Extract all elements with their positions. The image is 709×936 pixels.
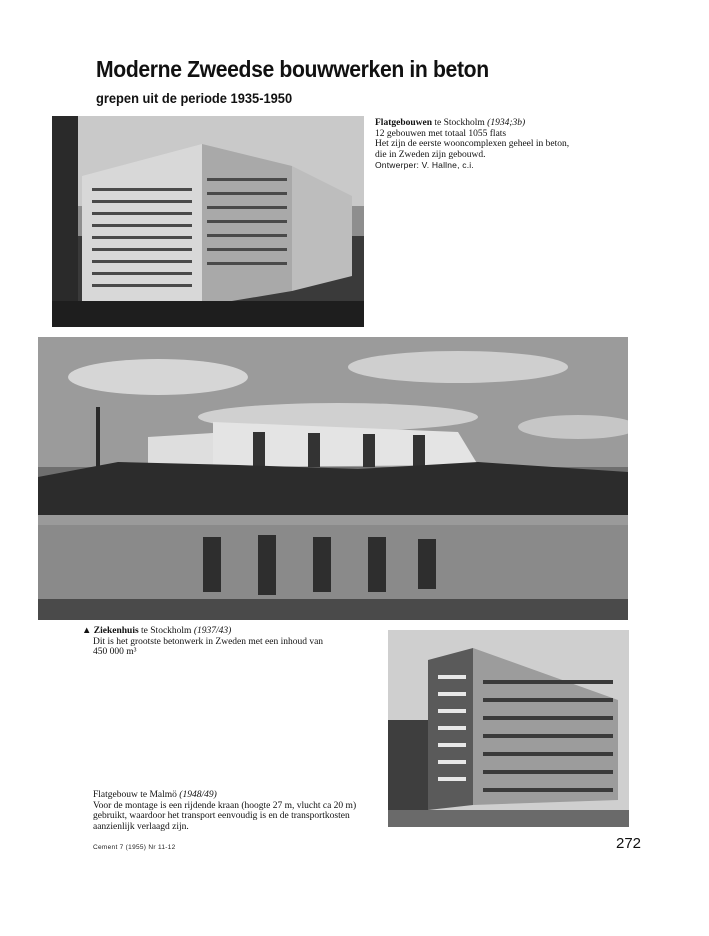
caption-malmo-year: (1948/49) bbox=[179, 790, 217, 800]
photo-ziekenhuis-stockholm bbox=[38, 337, 628, 620]
caption-flatgebouwen-line2: 12 gebouwen met totaal 1055 flats bbox=[375, 128, 507, 139]
caption-flatgebouwen-line4: die in Zweden zijn gebouwd. bbox=[375, 149, 486, 160]
caption-flatgebouwen-designer: Ontwerper: V. Hallne, c.i. bbox=[375, 160, 474, 170]
caption-flatgebouwen bbox=[375, 118, 615, 171]
caption-ziekenhuis-title: Ziekenhuis bbox=[93, 626, 139, 636]
caption-flatgebouwen-location: te Stockholm bbox=[432, 118, 488, 128]
page-number: 272 bbox=[616, 835, 642, 852]
caption-flatgebouwen-title: Flatgebouwen bbox=[375, 118, 432, 128]
caption-malmo-title: Flatgebouw te Malmö bbox=[93, 790, 180, 800]
footer-source: Cement 7 (1955) Nr 11-12 bbox=[93, 844, 176, 851]
caption-malmo bbox=[93, 790, 383, 832]
caption-ziekenhuis-year: (1937/43) bbox=[193, 626, 232, 636]
photo-flatgebouwen-stockholm bbox=[52, 116, 364, 327]
caption-flatgebouwen-year: (1934;3b) bbox=[487, 118, 526, 128]
caption-ziekenhuis-location: te Stockholm bbox=[138, 626, 194, 636]
caption-ziekenhuis-line2: Dit is het grootste betonwerk in Zweden met een inhoud van bbox=[93, 636, 324, 647]
page-title: Moderne Zweedse bouwwerken in beton bbox=[96, 56, 489, 82]
caption-ziekenhuis-line3: 450 000 m³ bbox=[93, 647, 137, 657]
caption-malmo-line3: gebruikt, waardoor het transport eenvoudig is en de transportkosten bbox=[93, 811, 350, 821]
caption-malmo-line2: Voor de montage is een rijdende kraan (hoogte 27 m, vlucht ca 20 m) bbox=[93, 800, 357, 811]
page-subtitle: grepen uit de periode 1935-1950 bbox=[96, 90, 293, 106]
caption-ziekenhuis bbox=[82, 626, 382, 658]
caption-flatgebouwen-line3: Het zijn de eerste wooncomplexen geheel in beton, bbox=[375, 139, 570, 149]
photo-flatgebouw-malmo bbox=[388, 630, 629, 827]
caption-ziekenhuis-marker: ▲ bbox=[82, 626, 92, 636]
caption-malmo-line4: aanzienlijk verlaagd zijn. bbox=[93, 821, 189, 832]
